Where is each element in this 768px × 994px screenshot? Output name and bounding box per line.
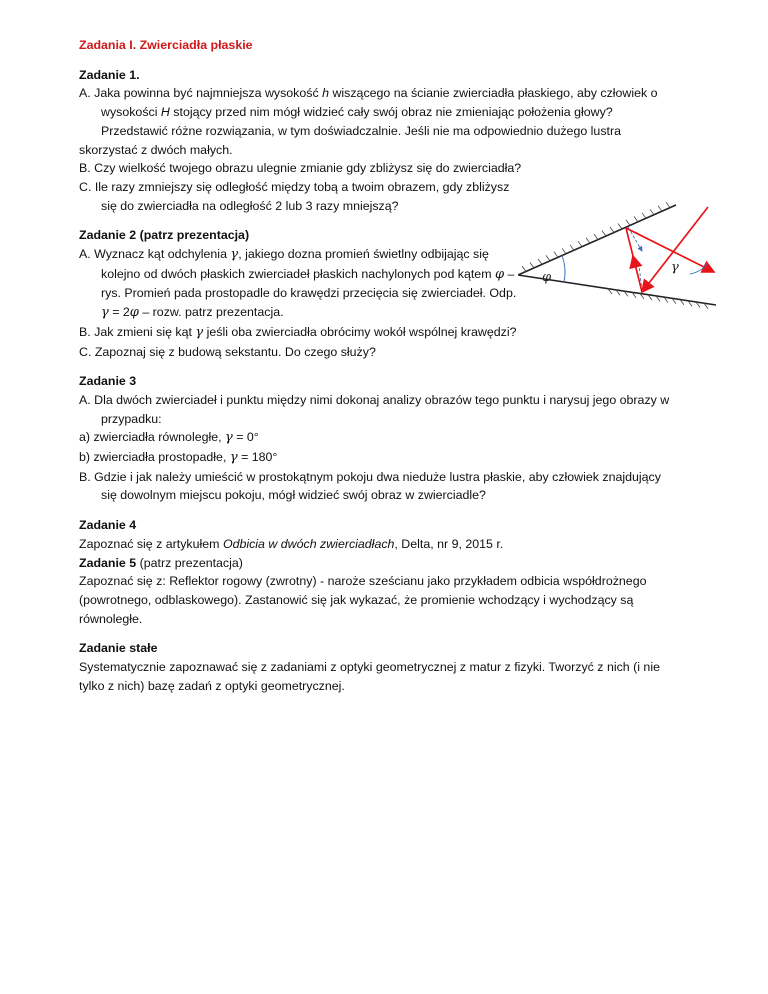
task-3-a-a-value: = 0°	[232, 430, 259, 445]
task-1-a-text-3: stojący przed nim mógł widzieć cały swój obraz nie zmieniając położenia głowy?	[169, 105, 613, 120]
task-5-heading: Zadanie 5	[79, 555, 137, 570]
phi-arc	[562, 256, 565, 283]
symbol-gamma: γ	[101, 305, 109, 321]
task-2-a-text-5: – rozw. patrz prezentacja.	[138, 305, 284, 320]
task-permanent-text: Systematycznie zapoznawać się z zadaniami z optyki geometrycznej z matur z fizyki. Tworzyć z nich (i nie tylko z nich) bazę zadań z optyki geometrycznej.	[79, 660, 660, 693]
task-3-heading: Zadanie 3	[79, 374, 137, 389]
incident-ray	[642, 207, 708, 292]
task-2-heading: Zadanie 2 (patrz prezentacja)	[79, 228, 250, 243]
symbol-gamma: γ	[230, 247, 239, 263]
task-2-c: C. Zapoznaj się z budową sekstantu. Do czego służy?	[79, 344, 376, 359]
task-2-a-text-3: – rys. Promień pada prostopadle do krawędzi przecięcia się zwierciadeł. Odp.	[101, 266, 517, 301]
task-1-a-text: A. Jaka powinna być najmniejsza wysokość	[79, 86, 323, 101]
task-1-b: B. Czy wielkość twojego obrazu ulegnie zmianie gdy zbliżysz się do zwierciadła?	[79, 161, 522, 176]
task-5-heading-rest: (patrz prezentacja)	[136, 555, 243, 570]
task-1-heading: Zadanie 1.	[79, 67, 140, 82]
task-2-b-text-2: jeśli oba zwierciadła obrócimy wokół wspólnej krawędzi?	[203, 324, 517, 339]
task-1-a	[79, 84, 679, 121]
mirrors-diagram	[518, 201, 718, 313]
ray-arrow	[633, 256, 636, 268]
gamma-label: γ	[671, 260, 679, 275]
task-4-text	[79, 535, 679, 554]
task-3	[79, 372, 679, 505]
task-3-a-b-value: = 180°	[237, 450, 278, 465]
task-5-heading-line	[79, 554, 679, 573]
task-2-b-text: B. Jak zmieni się kąt	[79, 324, 196, 339]
task-3-a: A. Dla dwóch zwierciadeł i punktu między nimi dokonaj analizy obrazów tego punktu i narysuj jego obrazy w przypadku:	[79, 392, 670, 426]
symbol-h: h	[322, 86, 330, 101]
task-4-5	[79, 516, 679, 628]
task-permanent	[79, 639, 679, 695]
article-title: Odbicia w dwóch zwierciadłach	[222, 536, 395, 551]
task-3-a-a	[79, 428, 679, 448]
symbol-phi: φ	[129, 305, 139, 321]
task-3-b: B. Gdzie i jak należy umieścić w prostokątnym pokoju dwa nieduże lustra płaskie, aby człowiek znajdujący się dowolnym miejscu pokoju, mógł widzieć swój obraz w zwierciadle?	[79, 469, 661, 503]
task-1-a-extra: Przedstawić różne rozwiązania, w tym doświadczalnie. Jeśli nie ma odpowiednio dużego lustra skorzystać z dwóch małych.	[79, 123, 621, 157]
task-permanent-heading: Zadanie stałe	[79, 641, 158, 656]
task-1-a-text-2: wiszącego na ścianie zwierciadła płaskiego, aby człowiek o wysokości	[101, 86, 658, 120]
task-3-a-b	[79, 448, 679, 468]
task-2-a-text-4: = 2	[108, 305, 130, 320]
page-title: Zadania I. Zwierciadła płaskie	[79, 38, 253, 52]
task-2-a-text-2: , jakiego dozna promień świetlny odbijając się kolejno od dwóch płaskich zwierciadeł płaskich nachylonych pod kątem	[101, 247, 495, 281]
task-3-a-b-text: b) zwierciadła prostopadłe,	[79, 450, 230, 465]
phi-label: φ	[542, 270, 552, 285]
task-2-a-text: A. Wyznacz kąt odchylenia	[79, 247, 231, 262]
symbol-gamma: γ	[229, 450, 238, 466]
upper-mirror-hatching	[522, 202, 670, 271]
task-1-c: C. Ile razy zmniejszy się odległość między tobą a twoim obrazem, gdy zbliżysz się do zwierciadła na odległość 2 lub 3 razy mniejszą?	[79, 179, 510, 213]
symbol-phi: φ	[494, 266, 505, 282]
symbol-gamma: γ	[195, 324, 204, 340]
task-4-text-1: Zapoznać się z artykułem	[79, 536, 223, 551]
task-2-b	[79, 323, 679, 343]
task-3-a-a-text: a) zwierciadła równoległe,	[79, 430, 226, 445]
document-page	[79, 36, 679, 707]
task-1	[79, 66, 679, 216]
symbol-H: H	[160, 105, 170, 120]
task-5-text: Zapoznać się z: Reflektor rogowy (zwrotny) - naroże sześcianu jako przykładem odbicia współdrożnego (powrotnego, odblaskowego). Zastanowić się jak wykazać, że promienie wchodzący i wychodzący są równoległe.	[79, 574, 647, 626]
task-4-heading: Zadanie 4	[79, 518, 137, 533]
mirrors-figure	[518, 201, 718, 319]
symbol-gamma: γ	[225, 430, 233, 446]
task-4-text-2: , Delta, nr 9, 2015 r.	[394, 536, 504, 551]
task-2-a	[79, 245, 526, 323]
